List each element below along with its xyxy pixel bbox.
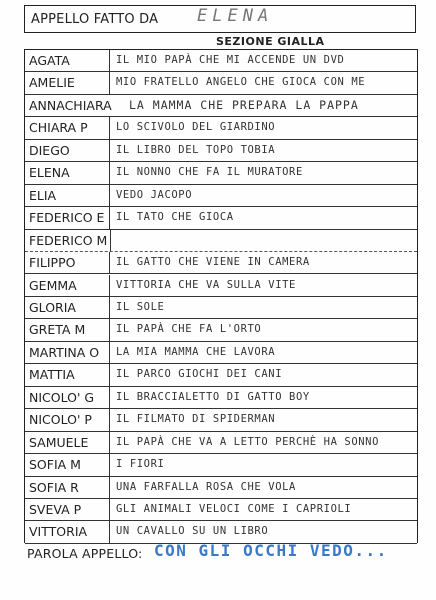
child-answer: UN CAVALLO SU UN LIBRO [116,525,269,538]
child-name: DIEGO [25,140,110,161]
child-name: MATTIA [25,364,110,385]
child-answer: VITTORIA CHE VA SULLA VITE [116,278,296,291]
table-row [25,499,417,521]
child-name: ELENA [25,162,110,183]
table-row [25,297,417,319]
child-answer: IL TATO CHE GIOCA [116,211,234,224]
child-answer: LA MIA MAMMA CHE LAVORA [116,345,276,358]
table-row [25,364,417,386]
child-answer: IL PARCO GIOCHI DEI CANI [116,368,283,381]
child-answer: IL SOLE [116,300,165,313]
table-row [25,387,417,409]
child-name: GEMMA [25,275,110,296]
child-answer: IL PAPÀ CHE VA A LETTO PERCHÈ HA SONNO [116,435,380,448]
child-name: ANNACHIARA [29,97,112,113]
table-row [25,432,417,454]
child-answer: IL BRACCIALETTO DI GATTO BOY [116,390,310,403]
header-label: APPELLO FATTO DA [31,12,159,27]
table-row [25,162,417,184]
table-row [25,319,417,341]
header-box [24,5,416,33]
child-name: GRETA M [25,319,110,340]
table-row [25,50,417,72]
child-name: NICOLO' P [25,409,110,430]
table-row [25,185,417,207]
child-answer: I FIORI [116,458,165,471]
child-name: NICOLO' G [25,387,110,408]
child-name: FEDERICO E [25,207,110,228]
child-answer: IL GATTO CHE VIENE IN CAMERA [116,256,310,269]
child-name: SOFIA M [25,454,110,475]
section-title: SEZIONE GIALLA [216,35,325,48]
table-row [25,342,417,364]
child-answer [116,230,413,251]
child-answer: IL FILMATO DI SPIDERMAN [116,413,276,426]
child-name: VITTORIA [25,521,110,542]
footer-value: CON GLI OCCHI VEDO... [154,541,388,560]
table-row [25,275,417,297]
names-table [24,49,418,543]
child-answer: IL LIBRO DEL TOPO TOBIA [116,143,276,156]
child-name: CHIARA P [25,117,110,138]
child-answer: IL MIO PAPÀ CHE MI ACCENDE UN DVD [116,54,345,66]
child-name: MARTINA O [25,342,110,363]
table-row [25,477,417,499]
table-row [25,230,417,252]
table-row [25,140,417,162]
child-answer: MIO FRATELLO ANGELO CHE GIOCA CON ME [116,76,366,89]
table-row [25,207,417,229]
child-answer: LO SCIVOLO DEL GIARDINO [116,121,276,134]
child-answer: VEDO JACOPO [116,188,193,201]
table-row [25,117,417,139]
child-name: ELIA [25,185,110,206]
header-name: ELENA [197,6,274,26]
child-answer: IL PAPÀ CHE FA L'ORTO [116,323,262,336]
child-name: SVEVA P [25,499,110,520]
table-row [25,454,417,476]
table-row [25,409,417,431]
child-name: FILIPPO [25,252,110,273]
child-name: GLORIA [25,297,110,318]
child-name: SAMUELE [25,432,110,453]
child-answer: LA MAMMA CHE PREPARA LA PAPPA [129,97,359,112]
child-name: AMELIE [25,72,110,93]
child-answer: UNA FARFALLA ROSA CHE VOLA [116,480,296,493]
child-answer: IL NONNO CHE FA IL MURATORE [116,166,303,179]
child-name: FEDERICO M [25,230,111,251]
child-name: SOFIA R [25,477,110,498]
footer-label: PAROLA APPELLO: [27,546,143,561]
child-name: AGATA [25,50,110,71]
table-row [25,95,417,117]
table-row [25,252,417,274]
table-row [25,72,417,94]
child-answer: GLI ANIMALI VELOCI COME I CAPRIOLI [116,503,352,515]
